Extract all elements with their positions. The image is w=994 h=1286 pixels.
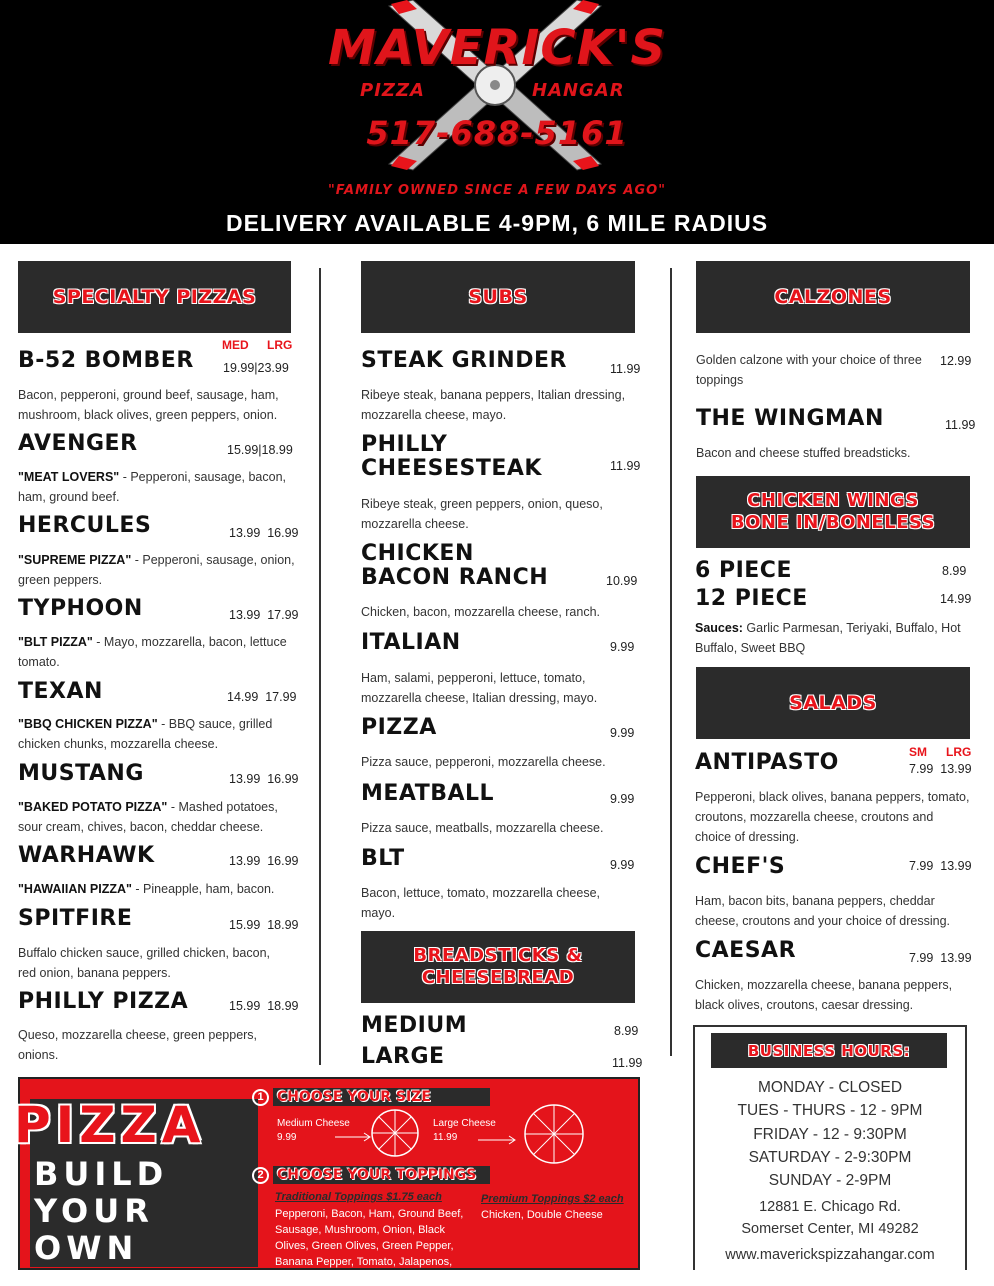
item-price: 9.99 — [610, 726, 635, 740]
item-price: 15.99 18.99 — [229, 999, 299, 1013]
item-name: LARGE — [361, 1044, 445, 1069]
item-name: PHILLY CHEESESTEAK — [361, 432, 542, 481]
website-link[interactable]: www.maverickspizzahangar.com — [725, 1247, 935, 1263]
item-price: 7.99 13.99 — [909, 951, 972, 965]
item-name: MUSTANG — [18, 761, 144, 786]
item-description: Chicken, mozzarella cheese, banana peppers, black olives, croutons, caesar dressing. — [695, 978, 953, 1012]
item-price: 8.99 — [942, 564, 967, 578]
item-name: ITALIAN — [361, 630, 461, 655]
item-price: 13.99 16.99 — [229, 772, 299, 786]
item-name: AVENGER — [18, 431, 138, 456]
item-description: Chicken, bacon, mozzarella cheese, ranch. — [361, 605, 601, 619]
traditional-toppings-heading: Traditional Toppings $1.75 each — [275, 1191, 442, 1203]
size-label-lrg: LRG — [946, 745, 972, 759]
item-description: Ribeye steak, banana peppers, Italian dressing, mozzarella cheese, mayo. — [361, 388, 626, 422]
business-hours-heading: BUSINESS HOURS: — [711, 1033, 947, 1068]
subs-heading: SUBS — [361, 261, 635, 333]
tagline: "FAMILY OWNED SINCE A FEW DAYS AGO" — [328, 183, 666, 198]
column-divider-left — [319, 268, 321, 1065]
specialty-pizzas-heading: SPECIALTY PIZZAS — [18, 261, 291, 333]
item-name: CAESAR — [695, 938, 797, 963]
salads-heading: SALADS — [696, 667, 970, 739]
item-name: B-52 BOMBER — [18, 348, 194, 373]
item-name: BLT — [361, 846, 405, 871]
delivery-notice: DELIVERY AVAILABLE 4-9PM, 6 MILE RADIUS — [225, 210, 769, 236]
size-label-sm: SM — [909, 745, 927, 759]
item-name: THE WINGMAN — [696, 406, 884, 431]
calzones-heading: CALZONES — [696, 261, 970, 333]
item-description: Bacon, pepperoni, ground beef, sausage, ham, mushroom, black olives, green peppers, onion. — [18, 388, 279, 422]
chicken-wings-heading: CHICKEN WINGS BONE IN/BONELESS — [696, 476, 970, 548]
item-description: Ham, bacon bits, banana peppers, cheddar cheese, croutons and your choice of dressing. — [695, 894, 951, 928]
item-price: 7.99 13.99 — [909, 762, 972, 776]
item-description: Bacon, lettuce, tomato, mozzarella cheese, mayo. — [361, 886, 601, 920]
item-description: "MEAT LOVERS" - Pepperoni, sausage, bacon, ham, ground beef. — [18, 470, 286, 504]
menu-header — [0, 0, 994, 244]
item-name: ANTIPASTO — [695, 750, 839, 775]
large-pizza-icon — [478, 1103, 588, 1165]
restaurant-subtitle-right: HANGAR — [532, 80, 625, 101]
calzone-price: 12.99 — [940, 354, 972, 368]
item-price: 13.99 16.99 — [229, 526, 299, 540]
item-price: 15.99|18.99 — [227, 443, 293, 457]
item-name: HERCULES — [18, 513, 152, 538]
hours-line: FRIDAY - 12 - 9:30PM — [753, 1126, 907, 1143]
item-price: 14.99 — [940, 592, 972, 606]
item-price: 14.99 17.99 — [227, 690, 297, 704]
hours-line: SATURDAY - 2-9:30PM — [748, 1149, 912, 1166]
item-description: "BLT PIZZA" - Mayo, mozzarella, bacon, lettuce tomato. — [18, 635, 287, 669]
byo-line-own: OWN — [34, 1229, 139, 1267]
item-price: 9.99 — [610, 792, 635, 806]
size-label-lrg: LRG — [267, 338, 293, 352]
item-name: CHEF'S — [695, 854, 786, 879]
size-label-med: MED — [222, 338, 249, 352]
item-name: 6 PIECE — [695, 558, 792, 583]
item-price: 13.99 17.99 — [229, 608, 299, 622]
byo-pizza-title: PIZZA — [14, 1096, 206, 1154]
item-price: 9.99 — [610, 640, 635, 654]
medium-pizza-icon — [335, 1108, 425, 1158]
hours-line: MONDAY - CLOSED — [757, 1079, 903, 1096]
item-description: "HAWAIIAN PIZZA" - Pineapple, ham, bacon. — [18, 882, 275, 896]
restaurant-subtitle-left: PIZZA — [360, 80, 425, 101]
breadsticks-heading: BREADSTICKS & CHEESEBREAD — [361, 931, 635, 1003]
item-name: TYPHOON — [18, 596, 143, 621]
item-description: Pizza sauce, pepperoni, mozzarella cheese. — [361, 755, 606, 769]
item-name: MEDIUM — [361, 1013, 468, 1038]
item-description: Queso, mozzarella cheese, green peppers, onions. — [18, 1028, 258, 1062]
byo-line-build: BUILD — [34, 1155, 169, 1193]
premium-toppings-list: Chicken, Double Cheese — [481, 1209, 603, 1221]
item-description: "SUPREME PIZZA" - Pepperoni, sausage, onion, green peppers. — [18, 553, 295, 587]
step-2-title: CHOOSE YOUR TOPPINGS — [273, 1166, 490, 1184]
calzone-description: Golden calzone with your choice of three toppings — [696, 353, 922, 387]
item-price: 11.99 — [610, 362, 641, 376]
item-description: Bacon and cheese stuffed breadsticks. — [696, 446, 911, 460]
item-price: 11.99 — [612, 1056, 643, 1070]
item-price: 13.99 16.99 — [229, 854, 299, 868]
step-2-icon: 2 — [252, 1167, 269, 1184]
premium-toppings-heading: Premium Toppings $2 each — [481, 1193, 624, 1205]
item-description: Ham, salami, pepperoni, lettuce, tomato, mozzarella cheese, Italian dressing, mayo. — [361, 671, 598, 705]
item-price: 7.99 13.99 — [909, 859, 972, 873]
large-cheese-label: Large Cheese — [433, 1118, 496, 1129]
item-name: PIZZA — [361, 715, 437, 740]
item-description: "BAKED POTATO PIZZA" - Mashed potatoes, sour cream, chives, bacon, cheddar cheese. — [18, 800, 278, 834]
item-name: MEATBALL — [361, 781, 495, 806]
item-price: 10.99 — [606, 574, 638, 588]
item-description: Pepperoni, black olives, banana peppers, tomato, croutons, mozzarella cheese, croutons and choice of dressing. — [695, 790, 970, 844]
item-name: CHICKEN BACON RANCH — [361, 541, 549, 590]
item-description: Ribeye steak, green peppers, onion, queso, mozzarella cheese. — [361, 497, 603, 531]
item-description: Pizza sauce, meatballs, mozzarella cheese. — [361, 821, 604, 835]
phone-number[interactable]: 517-688-5161 — [366, 114, 628, 152]
item-price: 11.99 — [945, 418, 976, 432]
item-price: 19.99|23.99 — [223, 361, 289, 375]
restaurant-name: MAVERICK'S — [327, 20, 667, 76]
column-divider-right — [670, 268, 672, 1056]
traditional-toppings-list: Pepperoni, Bacon, Ham, Ground Beef, Sausage, Mushroom, Onion, Black Olives, Green Olives, Green Pepper, Banana Pepper, Tomato, Jalapenos, Pineapple — [275, 1208, 464, 1284]
item-price: 8.99 — [614, 1024, 639, 1038]
wing-sauces: Sauces: Garlic Parmesan, Teriyaki, Buffalo, Hot Buffalo, Sweet BBQ — [695, 621, 961, 655]
byo-line-your: YOUR — [34, 1192, 154, 1230]
step-1-icon: 1 — [252, 1089, 269, 1106]
item-name: STEAK GRINDER — [361, 348, 567, 373]
item-name: 12 PIECE — [695, 586, 808, 611]
medium-cheese-label: Medium Cheese — [277, 1118, 350, 1129]
item-price: 9.99 — [610, 858, 635, 872]
item-price: 15.99 18.99 — [229, 918, 299, 932]
item-description: Buffalo chicken sauce, grilled chicken, bacon, red onion, banana peppers. — [18, 946, 271, 980]
step-1-title: CHOOSE YOUR SIZE — [273, 1088, 490, 1106]
hours-line: TUES - THURS - 12 - 9PM — [737, 1102, 923, 1119]
large-cheese-price: 11.99 — [433, 1132, 458, 1143]
medium-cheese-price: 9.99 — [277, 1132, 297, 1143]
item-description: "BBQ CHICKEN PIZZA" - BBQ sauce, grilled chicken chunks, mozzarella cheese. — [18, 717, 273, 751]
item-price: 11.99 — [610, 459, 641, 473]
item-name: TEXAN — [18, 679, 103, 704]
item-name: SPITFIRE — [18, 906, 133, 931]
address-street: 12881 E. Chicago Rd. — [759, 1199, 901, 1215]
item-name: WARHAWK — [18, 843, 155, 868]
address-city: Somerset Center, MI 49282 — [741, 1221, 919, 1237]
hours-line: SUNDAY - 2-9PM — [768, 1172, 892, 1189]
item-name: PHILLY PIZZA — [18, 989, 189, 1014]
